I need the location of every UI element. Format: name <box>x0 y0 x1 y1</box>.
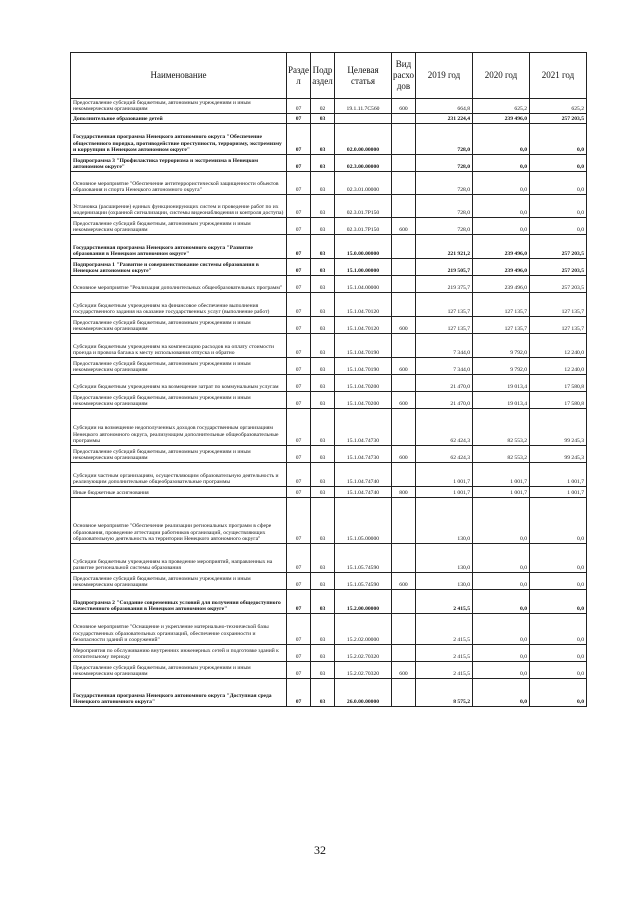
row-value-2021: 17 580,8 <box>530 375 587 392</box>
row-value-2020: 625,2 <box>473 99 530 114</box>
row-podrazdel: 03 <box>311 358 335 375</box>
row-value-2019: 130,0 <box>416 573 473 590</box>
row-value-2021: 0,0 <box>530 195 587 218</box>
header-2019: 2019 год <box>416 53 473 99</box>
row-target-article: 15.1.04.74730 <box>335 409 392 446</box>
row-razdel: 07 <box>287 614 311 645</box>
row-razdel: 07 <box>287 463 311 487</box>
row-podrazdel: 03 <box>311 293 335 317</box>
table-row <box>71 375 587 392</box>
row-razdel: 07 <box>287 99 311 114</box>
table-row <box>71 195 587 218</box>
row-value-2020: 239 496,0 <box>473 276 530 293</box>
table-row <box>71 487 587 498</box>
row-razdel: 07 <box>287 317 311 334</box>
row-name: Подпрограмма 1 "Развитие и совершенствование системы образования в Ненецком автономном округе" <box>71 259 287 276</box>
row-razdel: 07 <box>287 276 311 293</box>
table-row <box>71 544 587 573</box>
row-razdel: 07 <box>287 662 311 679</box>
row-value-2020: 127 135,7 <box>473 293 530 317</box>
table-row <box>71 99 587 114</box>
row-value-2020: 9 792,0 <box>473 358 530 375</box>
row-podrazdel: 03 <box>311 498 335 544</box>
row-value-2019: 231 224,4 <box>416 114 473 124</box>
row-value-2020: 0,0 <box>473 662 530 679</box>
row-target-article: 15.1.05.74590 <box>335 573 392 590</box>
row-value-2020: 0,0 <box>473 172 530 195</box>
row-podrazdel: 03 <box>311 662 335 679</box>
row-podrazdel: 03 <box>311 172 335 195</box>
row-expense-type: 600 <box>392 392 416 409</box>
row-expense-type: 600 <box>392 662 416 679</box>
row-value-2019: 7 344,0 <box>416 334 473 358</box>
row-expense-type <box>392 195 416 218</box>
row-value-2020: 19 013,4 <box>473 392 530 409</box>
row-value-2019: 664,8 <box>416 99 473 114</box>
row-podrazdel: 03 <box>311 392 335 409</box>
row-value-2021: 17 580,8 <box>530 392 587 409</box>
row-value-2019: 130,0 <box>416 498 473 544</box>
row-expense-type <box>392 614 416 645</box>
header-podrazdel: Подр аздел <box>311 53 335 99</box>
row-razdel: 07 <box>287 645 311 662</box>
row-value-2021: 0,0 <box>530 614 587 645</box>
row-value-2019: 127 135,7 <box>416 317 473 334</box>
row-value-2019: 728,0 <box>416 124 473 155</box>
row-razdel: 07 <box>287 114 311 124</box>
row-razdel: 07 <box>287 375 311 392</box>
row-value-2019: 221 921,2 <box>416 235 473 259</box>
row-value-2020: 0,0 <box>473 155 530 172</box>
row-target-article: 02.3.01.7Р150 <box>335 195 392 218</box>
row-name: Предоставление субсидий бюджетным, автономным учреждениям и иным некоммерческим организациям <box>71 446 287 463</box>
row-name: Субсидии бюджетным учреждениям на финансовое обеспечение выполнения государственного задания на оказание государственных услуг (выполнение работ) <box>71 293 287 317</box>
header-2021: 2021 год <box>530 53 587 99</box>
row-target-article: 02.3.01.00000 <box>335 172 392 195</box>
table-row <box>71 114 587 124</box>
row-podrazdel: 03 <box>311 235 335 259</box>
row-value-2021: 257 203,5 <box>530 235 587 259</box>
row-expense-type <box>392 679 416 707</box>
row-podrazdel: 03 <box>311 614 335 645</box>
row-expense-type <box>392 114 416 124</box>
row-razdel: 07 <box>287 235 311 259</box>
row-name: Государственная программа Ненецкого автономного округа "Доступная среда Ненецкого автономного округа" <box>71 679 287 707</box>
table-row <box>71 498 587 544</box>
row-value-2021: 257 203,5 <box>530 114 587 124</box>
row-value-2019: 8 575,2 <box>416 679 473 707</box>
row-razdel: 07 <box>287 195 311 218</box>
row-podrazdel: 03 <box>311 155 335 172</box>
row-value-2020: 82 553,2 <box>473 409 530 446</box>
row-expense-type <box>392 645 416 662</box>
row-podrazdel: 03 <box>311 276 335 293</box>
row-value-2021: 0,0 <box>530 172 587 195</box>
row-target-article: 02.3.00.00000 <box>335 155 392 172</box>
row-value-2021: 625,2 <box>530 99 587 114</box>
row-value-2021: 127 135,7 <box>530 293 587 317</box>
row-value-2020: 0,0 <box>473 544 530 573</box>
table-row <box>71 409 587 446</box>
header-2020: 2020 год <box>473 53 530 99</box>
row-razdel: 07 <box>287 259 311 276</box>
table-body <box>71 99 587 707</box>
row-podrazdel: 02 <box>311 99 335 114</box>
row-value-2019: 728,0 <box>416 155 473 172</box>
row-podrazdel: 03 <box>311 487 335 498</box>
table-row <box>71 124 587 155</box>
row-value-2019: 2 415,5 <box>416 590 473 614</box>
row-value-2020: 1 001,7 <box>473 487 530 498</box>
table-row <box>71 235 587 259</box>
row-value-2020: 0,0 <box>473 614 530 645</box>
row-value-2021: 0,0 <box>530 662 587 679</box>
budget-table <box>70 52 587 707</box>
row-target-article: 15.1.04.74740 <box>335 487 392 498</box>
row-value-2021: 257 203,5 <box>530 259 587 276</box>
row-value-2021: 99 245,3 <box>530 446 587 463</box>
row-value-2021: 127 135,7 <box>530 317 587 334</box>
row-value-2021: 12 240,0 <box>530 334 587 358</box>
row-name: Государственная программа Ненецкого автономного округа "Обеспечение общественного порядка, противодействие преступности, терроризму, экстремизму и коррупции в Ненецком автономном округе" <box>71 124 287 155</box>
row-value-2019: 219 375,7 <box>416 276 473 293</box>
row-value-2020: 0,0 <box>473 679 530 707</box>
row-name: Основное мероприятие "Реализация дополнительных общеобразовательных программ" <box>71 276 287 293</box>
row-expense-type <box>392 544 416 573</box>
row-name: Субсидии бюджетным учреждениям на компенсацию расходов на оплату стоимости проезда и провоза багажа к месту использования отпуска и обратно <box>71 334 287 358</box>
table-row <box>71 218 587 235</box>
row-podrazdel: 03 <box>311 259 335 276</box>
row-value-2020: 0,0 <box>473 645 530 662</box>
row-value-2021: 0,0 <box>530 645 587 662</box>
row-value-2020: 1 001,7 <box>473 463 530 487</box>
row-expense-type: 600 <box>392 218 416 235</box>
row-value-2021: 1 001,7 <box>530 463 587 487</box>
row-name: Установка (расширение) единых функционирующих систем и проведение работ по их модернизации (охранной сигнализации, системы видеонаблюдения и контроля доступа) <box>71 195 287 218</box>
row-value-2021: 0,0 <box>530 124 587 155</box>
table-row <box>71 645 587 662</box>
row-name: Иные бюджетные ассигнования <box>71 487 287 498</box>
row-value-2019: 127 135,7 <box>416 293 473 317</box>
row-target-article: 15.1.04.74740 <box>335 463 392 487</box>
row-expense-type: 600 <box>392 317 416 334</box>
row-target-article: 02.3.01.7Р150 <box>335 218 392 235</box>
page-number: 32 <box>314 843 326 857</box>
row-value-2021: 99 245,3 <box>530 409 587 446</box>
row-value-2020: 0,0 <box>473 195 530 218</box>
row-razdel: 07 <box>287 334 311 358</box>
table-row <box>71 679 587 707</box>
row-razdel: 07 <box>287 409 311 446</box>
row-value-2021: 0,0 <box>530 573 587 590</box>
table-row <box>71 662 587 679</box>
table-row <box>71 172 587 195</box>
row-razdel: 07 <box>287 218 311 235</box>
row-value-2020: 0,0 <box>473 124 530 155</box>
row-value-2020: 0,0 <box>473 590 530 614</box>
table-row <box>71 293 587 317</box>
row-name: Предоставление субсидий бюджетным, автономным учреждениям и иным некоммерческим организациям <box>71 662 287 679</box>
row-podrazdel: 03 <box>311 409 335 446</box>
row-value-2020: 127 135,7 <box>473 317 530 334</box>
row-name: Субсидии бюджетным учреждениям на возмещение затрат по коммунальным услугам <box>71 375 287 392</box>
row-razdel: 07 <box>287 155 311 172</box>
row-name: Предоставление субсидий бюджетным, автономным учреждениям и иным некоммерческим организациям <box>71 99 287 114</box>
row-razdel: 07 <box>287 358 311 375</box>
row-value-2021: 0,0 <box>530 544 587 573</box>
table-row <box>71 590 587 614</box>
row-razdel: 07 <box>287 446 311 463</box>
row-name: Субсидии на возмещение недополученных доходов государственным организациям Ненецкого автономного округа, реализующим дополнительные общеобразовательные программы <box>71 409 287 446</box>
row-razdel: 07 <box>287 293 311 317</box>
table-row <box>71 392 587 409</box>
row-target-article: 15.1.05.74590 <box>335 544 392 573</box>
row-value-2020: 82 553,2 <box>473 446 530 463</box>
table-row <box>71 463 587 487</box>
row-expense-type <box>392 155 416 172</box>
table-row <box>71 358 587 375</box>
row-podrazdel: 03 <box>311 463 335 487</box>
row-name: Субсидии частным организациям, осуществляющим образовательную деятельность и реализующим дополнительные общеобразовательные программы <box>71 463 287 487</box>
table-row <box>71 317 587 334</box>
row-value-2021: 0,0 <box>530 590 587 614</box>
row-podrazdel: 03 <box>311 573 335 590</box>
row-podrazdel: 03 <box>311 195 335 218</box>
row-target-article: 15.0.00.00000 <box>335 235 392 259</box>
row-podrazdel: 03 <box>311 375 335 392</box>
table-row <box>71 259 587 276</box>
row-target-article: 15.1.04.70120 <box>335 317 392 334</box>
row-target-article: 15.2.02.70320 <box>335 645 392 662</box>
row-value-2019: 219 505,7 <box>416 259 473 276</box>
row-value-2021: 0,0 <box>530 218 587 235</box>
table-row <box>71 334 587 358</box>
row-value-2021: 0,0 <box>530 155 587 172</box>
row-name: Основное мероприятие "Оснащение и укрепление материально-технической базы государственных образовательных организаций, обеспечение сохранности и безопасности зданий и сооружений" <box>71 614 287 645</box>
row-value-2021: 0,0 <box>530 498 587 544</box>
row-podrazdel: 03 <box>311 317 335 334</box>
row-value-2021: 0,0 <box>530 679 587 707</box>
row-podrazdel: 03 <box>311 446 335 463</box>
row-name: Предоставление субсидий бюджетным, автономным учреждениям и иным некоммерческим организациям <box>71 218 287 235</box>
row-expense-type <box>392 259 416 276</box>
row-target-article: 15.1.04.74730 <box>335 446 392 463</box>
row-value-2020: 0,0 <box>473 498 530 544</box>
row-expense-type: 600 <box>392 573 416 590</box>
row-name: Государственная программа Ненецкого автономного округа "Развитие образования в Ненецком автономном округе" <box>71 235 287 259</box>
row-expense-type: 600 <box>392 446 416 463</box>
row-target-article: 15.1.04.70190 <box>335 358 392 375</box>
row-value-2020: 0,0 <box>473 573 530 590</box>
row-value-2021: 12 240,0 <box>530 358 587 375</box>
row-name: Предоставление субсидий бюджетным, автономным учреждениям и иным некоммерческим организациям <box>71 317 287 334</box>
row-value-2019: 62 424,3 <box>416 446 473 463</box>
row-podrazdel: 03 <box>311 645 335 662</box>
row-expense-type: 800 <box>392 487 416 498</box>
row-razdel: 07 <box>287 573 311 590</box>
row-target-article: 15.1.04.70200 <box>335 392 392 409</box>
row-value-2020: 19 013,4 <box>473 375 530 392</box>
header-target-article: Целевая статья <box>335 53 392 99</box>
row-target-article: 15.1.00.00000 <box>335 259 392 276</box>
row-name: Мероприятия по обслуживанию внутренних инженерных сетей и подготовке зданий к отопительному периоду <box>71 645 287 662</box>
row-expense-type <box>392 124 416 155</box>
row-podrazdel: 03 <box>311 334 335 358</box>
row-podrazdel: 03 <box>311 544 335 573</box>
row-target-article <box>335 114 392 124</box>
row-razdel: 07 <box>287 679 311 707</box>
row-expense-type: 600 <box>392 99 416 114</box>
row-target-article: 15.1.04.00000 <box>335 276 392 293</box>
row-name: Предоставление субсидий бюджетным, автономным учреждениям и иным некоммерческим организациям <box>71 358 287 375</box>
header-expense-type: Вид расхо дов <box>392 53 416 99</box>
table-row <box>71 573 587 590</box>
table-row <box>71 446 587 463</box>
row-expense-type <box>392 463 416 487</box>
row-expense-type <box>392 172 416 195</box>
table-header-row <box>71 53 587 99</box>
row-podrazdel: 03 <box>311 590 335 614</box>
row-value-2019: 728,0 <box>416 195 473 218</box>
row-name: Дополнительное образование детей <box>71 114 287 124</box>
table-row <box>71 614 587 645</box>
row-value-2019: 728,0 <box>416 218 473 235</box>
row-name: Субсидии бюджетным учреждениям на проведение мероприятий, направленных на развитие региональной системы образования <box>71 544 287 573</box>
table-row <box>71 276 587 293</box>
row-expense-type <box>392 498 416 544</box>
row-value-2021: 257 203,5 <box>530 276 587 293</box>
row-value-2021: 1 001,7 <box>530 487 587 498</box>
row-razdel: 07 <box>287 172 311 195</box>
row-value-2020: 239 496,0 <box>473 114 530 124</box>
row-value-2019: 130,0 <box>416 544 473 573</box>
row-value-2019: 21 470,0 <box>416 375 473 392</box>
row-razdel: 07 <box>287 590 311 614</box>
row-name: Основное мероприятие "Обеспечение реализации региональных программ в сфере образования, проведение аттестации работников организаций, осуществляющих образовательную деятельность на территории Ненецкого автономного округа" <box>71 498 287 544</box>
row-name: Предоставление субсидий бюджетным, автономным учреждениям и иным некоммерческим организациям <box>71 573 287 590</box>
row-target-article: 26.0.00.00000 <box>335 679 392 707</box>
row-podrazdel: 03 <box>311 124 335 155</box>
row-podrazdel: 03 <box>311 218 335 235</box>
row-expense-type: 600 <box>392 358 416 375</box>
row-target-article: 15.2.02.00000 <box>335 614 392 645</box>
row-expense-type <box>392 334 416 358</box>
row-target-article: 15.1.04.70190 <box>335 334 392 358</box>
row-expense-type <box>392 375 416 392</box>
row-expense-type <box>392 293 416 317</box>
row-target-article: 15.2.00.00000 <box>335 590 392 614</box>
row-razdel: 07 <box>287 124 311 155</box>
row-expense-type <box>392 409 416 446</box>
row-value-2019: 1 001,7 <box>416 487 473 498</box>
row-name: Подпрограмма 2 "Создание современных условий для получения общедоступного качественного образования в Ненецком автономном округе" <box>71 590 287 614</box>
row-name: Основное мероприятие "Обеспечение антитеррористической защищенности объектов образования и спорта Ненецкого автономного округа" <box>71 172 287 195</box>
row-value-2019: 62 424,3 <box>416 409 473 446</box>
row-razdel: 07 <box>287 487 311 498</box>
row-value-2019: 2 415,5 <box>416 645 473 662</box>
row-name: Подпрограмма 3 "Профилактика терроризма и экстремизма в Ненецком автономном округе" <box>71 155 287 172</box>
header-name: Наименование <box>71 53 287 99</box>
table-row <box>71 155 587 172</box>
row-razdel: 07 <box>287 544 311 573</box>
row-expense-type <box>392 235 416 259</box>
row-value-2019: 2 415,5 <box>416 614 473 645</box>
row-value-2019: 2 415,5 <box>416 662 473 679</box>
row-expense-type <box>392 276 416 293</box>
row-target-article: 15.2.02.70320 <box>335 662 392 679</box>
row-podrazdel: 03 <box>311 114 335 124</box>
row-razdel: 07 <box>287 392 311 409</box>
row-target-article: 15.1.05.00000 <box>335 498 392 544</box>
row-value-2019: 7 344,0 <box>416 358 473 375</box>
row-razdel: 07 <box>287 498 311 544</box>
row-value-2019: 728,0 <box>416 172 473 195</box>
row-target-article: 15.1.04.70200 <box>335 375 392 392</box>
row-target-article: 15.1.04.70120 <box>335 293 392 317</box>
row-target-article: 19.1.11.7С560 <box>335 99 392 114</box>
row-podrazdel: 03 <box>311 679 335 707</box>
row-expense-type <box>392 590 416 614</box>
row-name: Предоставление субсидий бюджетным, автономным учреждениям и иным некоммерческим организациям <box>71 392 287 409</box>
row-value-2019: 21 470,0 <box>416 392 473 409</box>
row-value-2020: 239 496,0 <box>473 235 530 259</box>
row-value-2020: 9 792,0 <box>473 334 530 358</box>
row-target-article: 02.0.00.00000 <box>335 124 392 155</box>
row-value-2020: 0,0 <box>473 218 530 235</box>
row-value-2019: 1 001,7 <box>416 463 473 487</box>
row-value-2020: 239 496,0 <box>473 259 530 276</box>
header-razdel: Разде л <box>287 53 311 99</box>
